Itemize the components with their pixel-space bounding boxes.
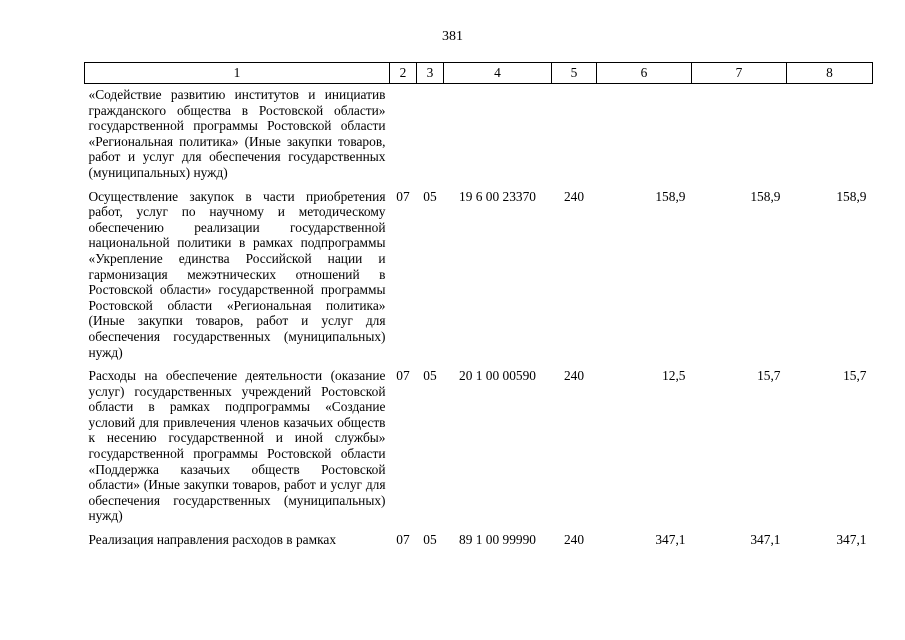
row-expense-type: 240	[563, 188, 585, 204]
column-header-1: 1	[85, 63, 390, 84]
row-amount-8	[787, 84, 873, 187]
column-header-8: 8	[787, 63, 873, 84]
row-target-code	[444, 84, 552, 187]
row-subsection: 05	[423, 532, 437, 548]
row-section	[390, 84, 417, 187]
row-amount-6: 12,5	[662, 368, 686, 384]
row-description: «Содействие развитию институтов и инициатив гражданского общества в Ростовской области» государственной программы Ростовской области «Региональная политика» (Иные закупки товаров, работ и услуг для обеспечения государственных (муниципальных) нужд)	[88, 87, 386, 180]
row-subsection	[417, 84, 444, 187]
column-header-4: 4	[444, 63, 552, 84]
column-header-2: 2	[390, 63, 417, 84]
table-row	[85, 84, 873, 187]
table-row	[85, 530, 873, 554]
row-amount-7	[692, 84, 787, 187]
column-header-6: 6	[597, 63, 692, 84]
column-header-3: 3	[417, 63, 444, 84]
row-amount-6	[597, 84, 692, 187]
row-amount-7: 347,1	[750, 532, 781, 548]
row-amount-6: 158,9	[655, 188, 686, 204]
row-expense-type	[552, 84, 597, 187]
row-section: 07	[396, 532, 410, 548]
column-header-7: 7	[692, 63, 787, 84]
row-expense-type: 240	[563, 532, 585, 548]
row-amount-7: 158,9	[750, 188, 781, 204]
row-target-code: 20 1 00 00590	[459, 368, 536, 384]
table-row	[85, 187, 873, 367]
row-description: Реализация направления расходов в рамках	[88, 532, 337, 548]
row-subsection: 05	[423, 188, 437, 204]
table-row	[85, 366, 873, 530]
header-row	[85, 63, 873, 84]
page-number: 381	[442, 29, 463, 44]
row-amount-8: 15,7	[843, 368, 867, 384]
row-description: Расходы на обеспечение деятельности (оказание услуг) государственных учреждений Ростовской области в рамках подпрограммы «Создание условий для привлечения членов казачьих обществ к несению государственной и иной службы» государственной программы Ростовской области «Поддержка казачьих обществ Ростовской области» (Иные закупки товаров, работ и услуг для обеспечения государственных (муниципальных) нужд)	[88, 368, 386, 524]
row-description: Осуществление закупок в части приобретения работ, услуг по научному и методическому обеспечению реализации государственной национальной политики в рамках подпрограммы «Укрепление единства Российской нации и гармонизация межэтнических отношений в Ростовской области» государственной программы Ростовской области «Региональная политика» (Иные закупки товаров, работ и услуг для обеспечения государственных (муниципальных) нужд)	[88, 188, 386, 360]
budget-table	[84, 62, 873, 554]
row-target-code: 19 6 00 23370	[459, 188, 536, 204]
row-section: 07	[396, 188, 410, 204]
row-expense-type: 240	[563, 368, 585, 384]
row-amount-8: 347,1	[836, 532, 867, 548]
column-header-5: 5	[552, 63, 597, 84]
row-amount-7: 15,7	[757, 368, 781, 384]
row-amount-8: 158,9	[836, 188, 867, 204]
row-subsection: 05	[423, 368, 437, 384]
row-section: 07	[396, 368, 410, 384]
row-amount-6: 347,1	[655, 532, 686, 548]
row-target-code: 89 1 00 99990	[459, 532, 536, 548]
